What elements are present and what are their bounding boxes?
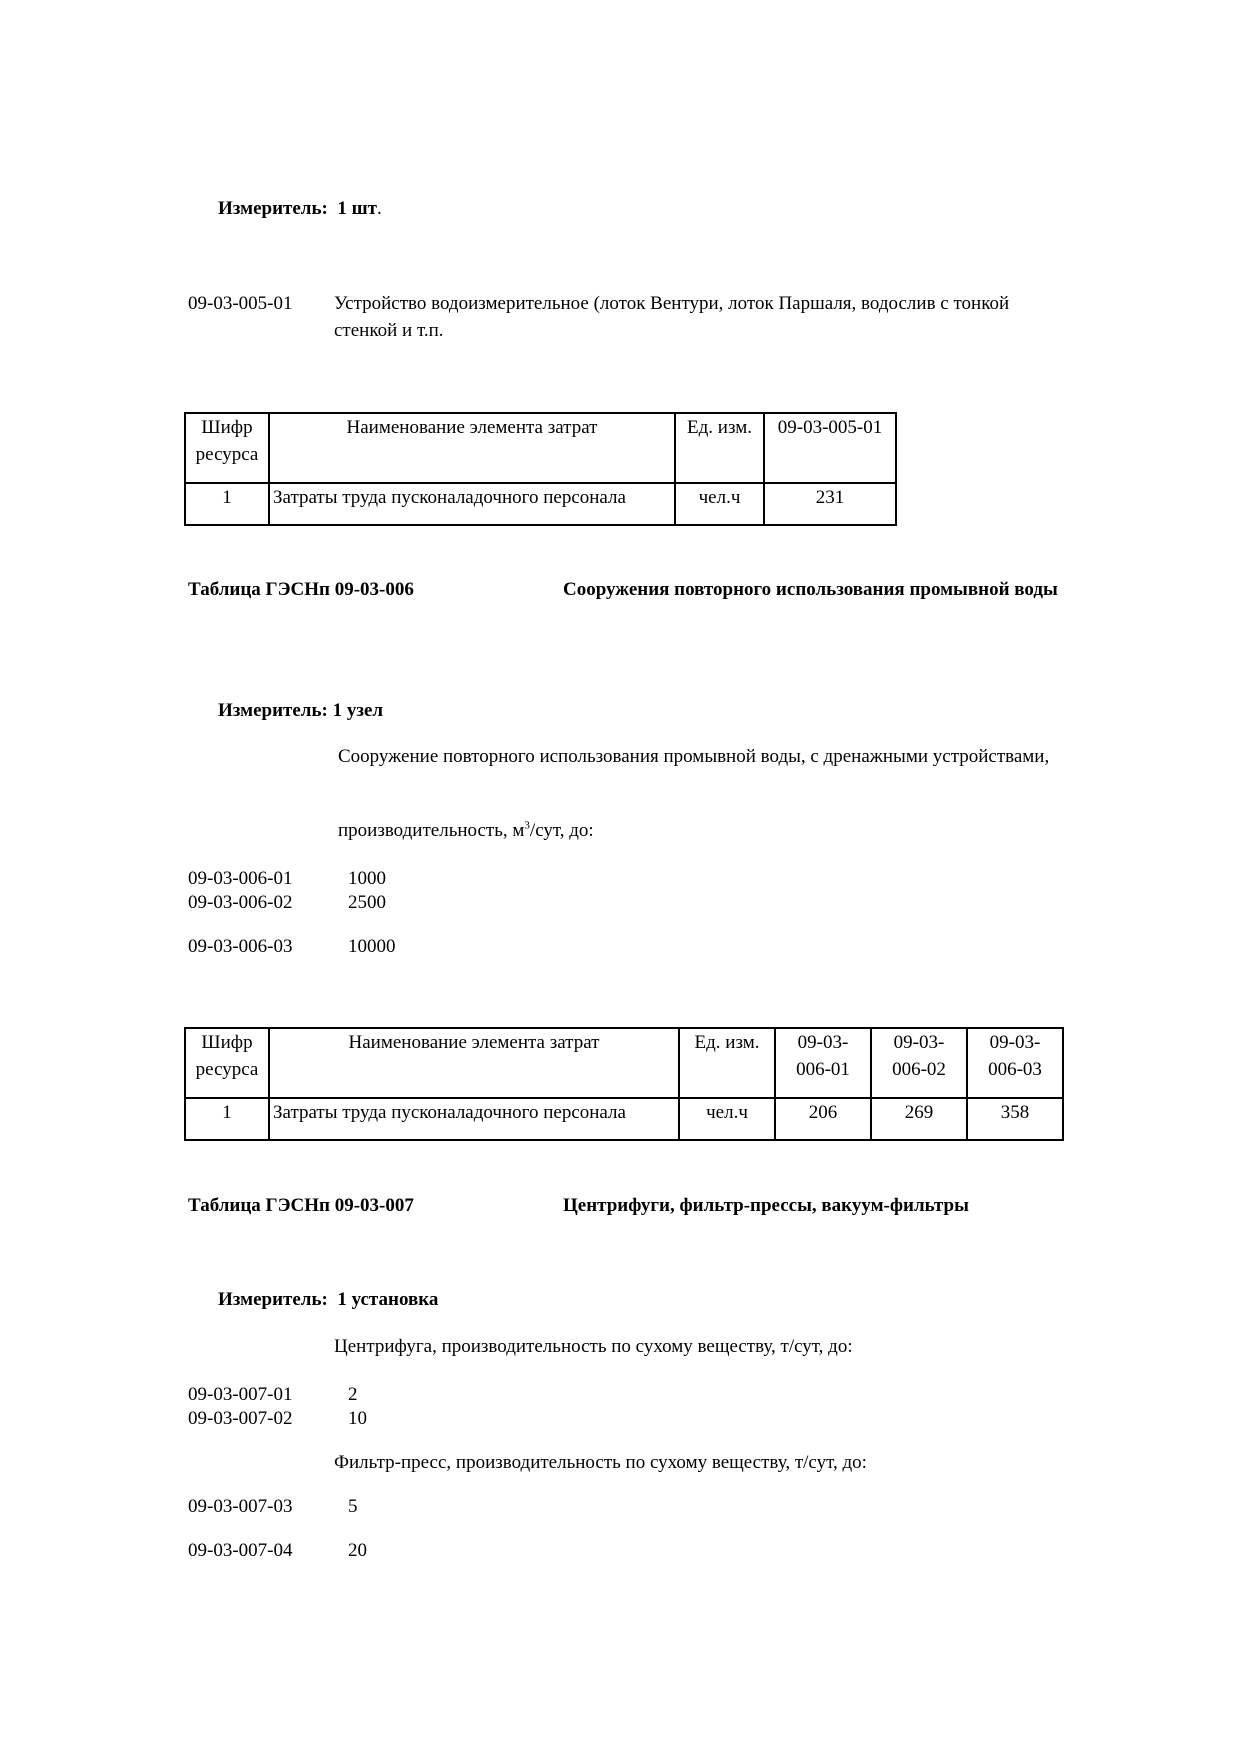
list-item-value: 1000 bbox=[348, 868, 386, 889]
unit-line-3: Измеритель: 1 установка bbox=[218, 1289, 439, 1310]
list-item-code: 09-03-006-02 bbox=[188, 892, 293, 913]
row-name: Затраты труда пусконаладочного персонала bbox=[269, 483, 675, 525]
row-unit: чел.ч bbox=[675, 483, 764, 525]
cost-table-1 bbox=[184, 412, 897, 526]
list-item-value: 10000 bbox=[348, 936, 396, 957]
row-value-3: 358 bbox=[967, 1098, 1063, 1140]
list-item bbox=[188, 1382, 358, 1409]
table-heading-006: Сооружения повторного использования промывной воды bbox=[563, 579, 1058, 600]
table-row bbox=[185, 1098, 1063, 1140]
item-code: 09-03-005-01 bbox=[188, 293, 293, 314]
header-unit: Ед. изм. bbox=[675, 413, 764, 483]
unit-line-1 bbox=[218, 196, 382, 223]
row-value-1: 206 bbox=[775, 1098, 871, 1140]
header-column-2: 09-03- 006-02 bbox=[871, 1028, 967, 1098]
table-row bbox=[185, 483, 896, 525]
row-unit: чел.ч bbox=[679, 1098, 775, 1140]
performance-line: производительность, $м^3$/сут, до: bbox=[338, 819, 594, 841]
list-item-code: 09-03-007-02 bbox=[188, 1408, 293, 1429]
list-item-value: 20 bbox=[348, 1540, 367, 1561]
header-code: Шифр ресурса bbox=[185, 413, 269, 483]
row-value-2: 269 bbox=[871, 1098, 967, 1140]
table-header-row bbox=[185, 413, 896, 483]
unit-label: Измеритель: bbox=[218, 198, 328, 219]
list-item bbox=[188, 1538, 367, 1565]
list-item bbox=[188, 1406, 367, 1433]
list-item-value: 5 bbox=[348, 1496, 358, 1517]
list-item bbox=[188, 890, 386, 917]
list-item-code: 09-03-007-03 bbox=[188, 1496, 293, 1517]
list-item bbox=[188, 866, 386, 893]
list-item-code: 09-03-007-04 bbox=[188, 1540, 293, 1561]
table-title-006: Таблица ГЭСНп 09-03-006 bbox=[188, 579, 414, 600]
header-column: 09-03-005-01 bbox=[764, 413, 896, 483]
structure-description: Сооружение повторного использования промывной воды, с дренажными устройствами, bbox=[338, 746, 1050, 767]
unit-line-2: Измеритель: 1 узел bbox=[218, 700, 384, 721]
item-description: Устройство водоизмерительное (лоток Вентури, лоток Паршаля, водослив с тонкой стенкой и т.п. bbox=[334, 293, 1010, 341]
filterpress-description: Фильтр-пресс, производительность по сухому веществу, т/сут, до: bbox=[334, 1452, 867, 1473]
list-item-code: 09-03-006-03 bbox=[188, 936, 293, 957]
list-item-value: 2 bbox=[348, 1384, 358, 1405]
header-name: Наименование элемента затрат bbox=[269, 413, 675, 483]
header-column-3: 09-03- 006-03 bbox=[967, 1028, 1063, 1098]
row-name: Затраты труда пусконаладочного персонала bbox=[269, 1098, 679, 1140]
table-header-row bbox=[185, 1028, 1063, 1098]
centrifuge-description: Центрифуга, производительность по сухому веществу, т/сут, до: bbox=[334, 1336, 853, 1357]
unit-value: 1 шт bbox=[337, 198, 377, 219]
list-item bbox=[188, 934, 396, 961]
header-column-1: 09-03- 006-01 bbox=[775, 1028, 871, 1098]
list-item-code: 09-03-006-01 bbox=[188, 868, 293, 889]
list-item-value: 10 bbox=[348, 1408, 367, 1429]
list-item-value: 2500 bbox=[348, 892, 386, 913]
row-code: 1 bbox=[185, 1098, 269, 1140]
row-value: 231 bbox=[764, 483, 896, 525]
cost-table-2 bbox=[184, 1027, 1064, 1141]
header-code: Шифр ресурса bbox=[185, 1028, 269, 1098]
list-item-code: 09-03-007-01 bbox=[188, 1384, 293, 1405]
table-heading-007: Центрифуги, фильтр-прессы, вакуум-фильтры bbox=[563, 1195, 969, 1216]
table-title-007: Таблица ГЭСНп 09-03-007 bbox=[188, 1195, 414, 1216]
list-item bbox=[188, 1494, 358, 1521]
header-unit: Ед. изм. bbox=[679, 1028, 775, 1098]
header-name: Наименование элемента затрат bbox=[269, 1028, 679, 1098]
unit-dot: . bbox=[376, 198, 382, 219]
row-code: 1 bbox=[185, 483, 269, 525]
